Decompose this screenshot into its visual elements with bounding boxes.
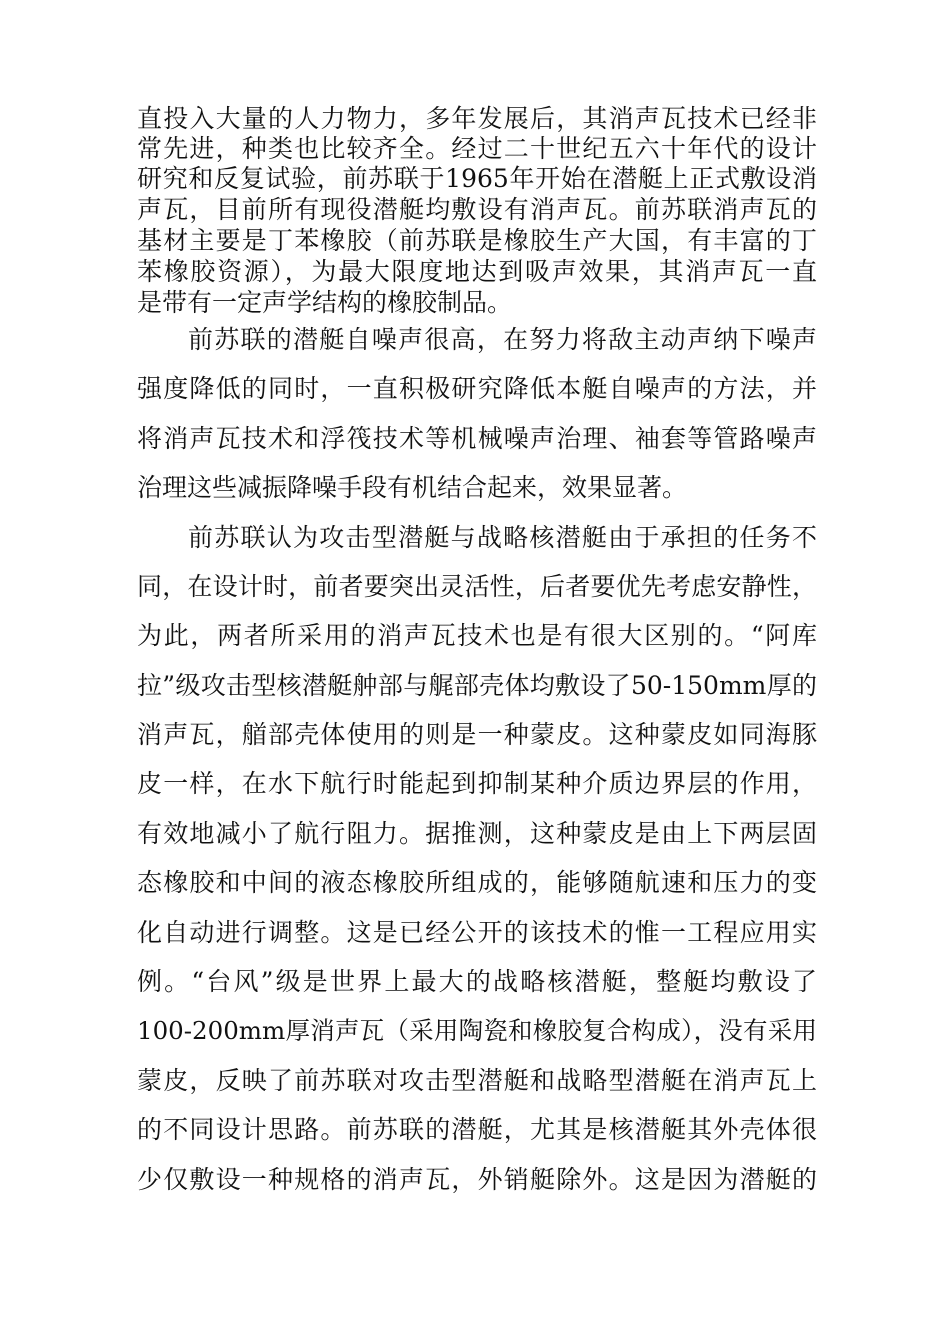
paragraph-3-line-3: 为此，两者所采用的消声瓦技术也是有很大区别的。“阿库 (137, 621, 817, 650)
paragraph-1-line-7: 是带有一定声学结构的橡胶制品。 (137, 288, 513, 317)
paragraph-1-line-6: 苯橡胶资源），为最大限度地达到吸声效果，其消声瓦一直 (137, 257, 817, 286)
paragraph-2-line-4: 治理这些减振降噪手段有机结合起来，效果显著。 (137, 473, 688, 502)
paragraph-3-line-10: 例。“台风”级是世界上最大的战略核潜艇，整艇均敷设了 (137, 967, 817, 996)
paragraph-3-line-8: 态橡胶和中间的液态橡胶所组成的，能够随航速和压力的变 (137, 868, 817, 897)
paragraph-3-line-6: 皮一样，在水下航行时能起到抑制某种介质边界层的作用， (137, 769, 817, 798)
paragraph-1-line-2: 常先进，种类也比较齐全。经过二十世纪五六十年代的设计 (137, 134, 817, 163)
paragraph-3-line-7: 有效地减小了航行阻力。据推测，这种蒙皮是由上下两层固 (137, 819, 817, 848)
paragraph-1-line-4: 声瓦，目前所有现役潜艇均敷设有消声瓦。前苏联消声瓦的 (137, 195, 817, 224)
paragraph-2-line-1: 前苏联的潜艇自噪声很高，在努力将敌主动声纳下噪声 (188, 325, 817, 354)
paragraph-3-line-5: 消声瓦，艏部壳体使用的则是一种蒙皮。这种蒙皮如同海豚 (137, 720, 817, 749)
paragraph-3-line-12: 蒙皮，反映了前苏联对攻击型潜艇和战略型潜艇在消声瓦上 (137, 1066, 817, 1095)
paragraph-3-line-2: 同，在设计时，前者要突出灵活性，后者要优先考虑安静性， (137, 572, 817, 601)
paragraph-2-line-2: 强度降低的同时，一直积极研究降低本艇自噪声的方法，并 (137, 374, 817, 403)
paragraph-2-line-3: 将消声瓦技术和浮筏技术等机械噪声治理、袖套等管路噪声 (137, 424, 817, 453)
paragraph-3-line-1: 前苏联认为攻击型潜艇与战略核潜艇由于承担的任务不 (188, 523, 817, 552)
paragraph-3-line-13: 的不同设计思路。前苏联的潜艇，尤其是核潜艇其外壳体很 (137, 1115, 817, 1144)
paragraph-3-line-4: 拉”级攻击型核潜艇舯部与艉部壳体均敷设了50-150mm厚的 (137, 671, 817, 700)
paragraph-3-line-9: 化自动进行调整。这是已经公开的该技术的惟一工程应用实 (137, 918, 817, 947)
paragraph-3-line-11: 100-200mm厚消声瓦（采用陶瓷和橡胶复合构成），没有采用 (137, 1016, 817, 1045)
paragraph-1-line-5: 基材主要是丁苯橡胶（前苏联是橡胶生产大国，有丰富的丁 (137, 226, 817, 255)
paragraph-1-line-3: 研究和反复试验，前苏联于1965年开始在潜艇上正式敷设消 (137, 164, 817, 193)
paragraph-3-line-14: 少仅敷设一种规格的消声瓦，外销艇除外。这是因为潜艇的 (137, 1165, 817, 1194)
paragraph-1-line-1: 直投入大量的人力物力，多年发展后，其消声瓦技术已经非 (137, 104, 817, 133)
